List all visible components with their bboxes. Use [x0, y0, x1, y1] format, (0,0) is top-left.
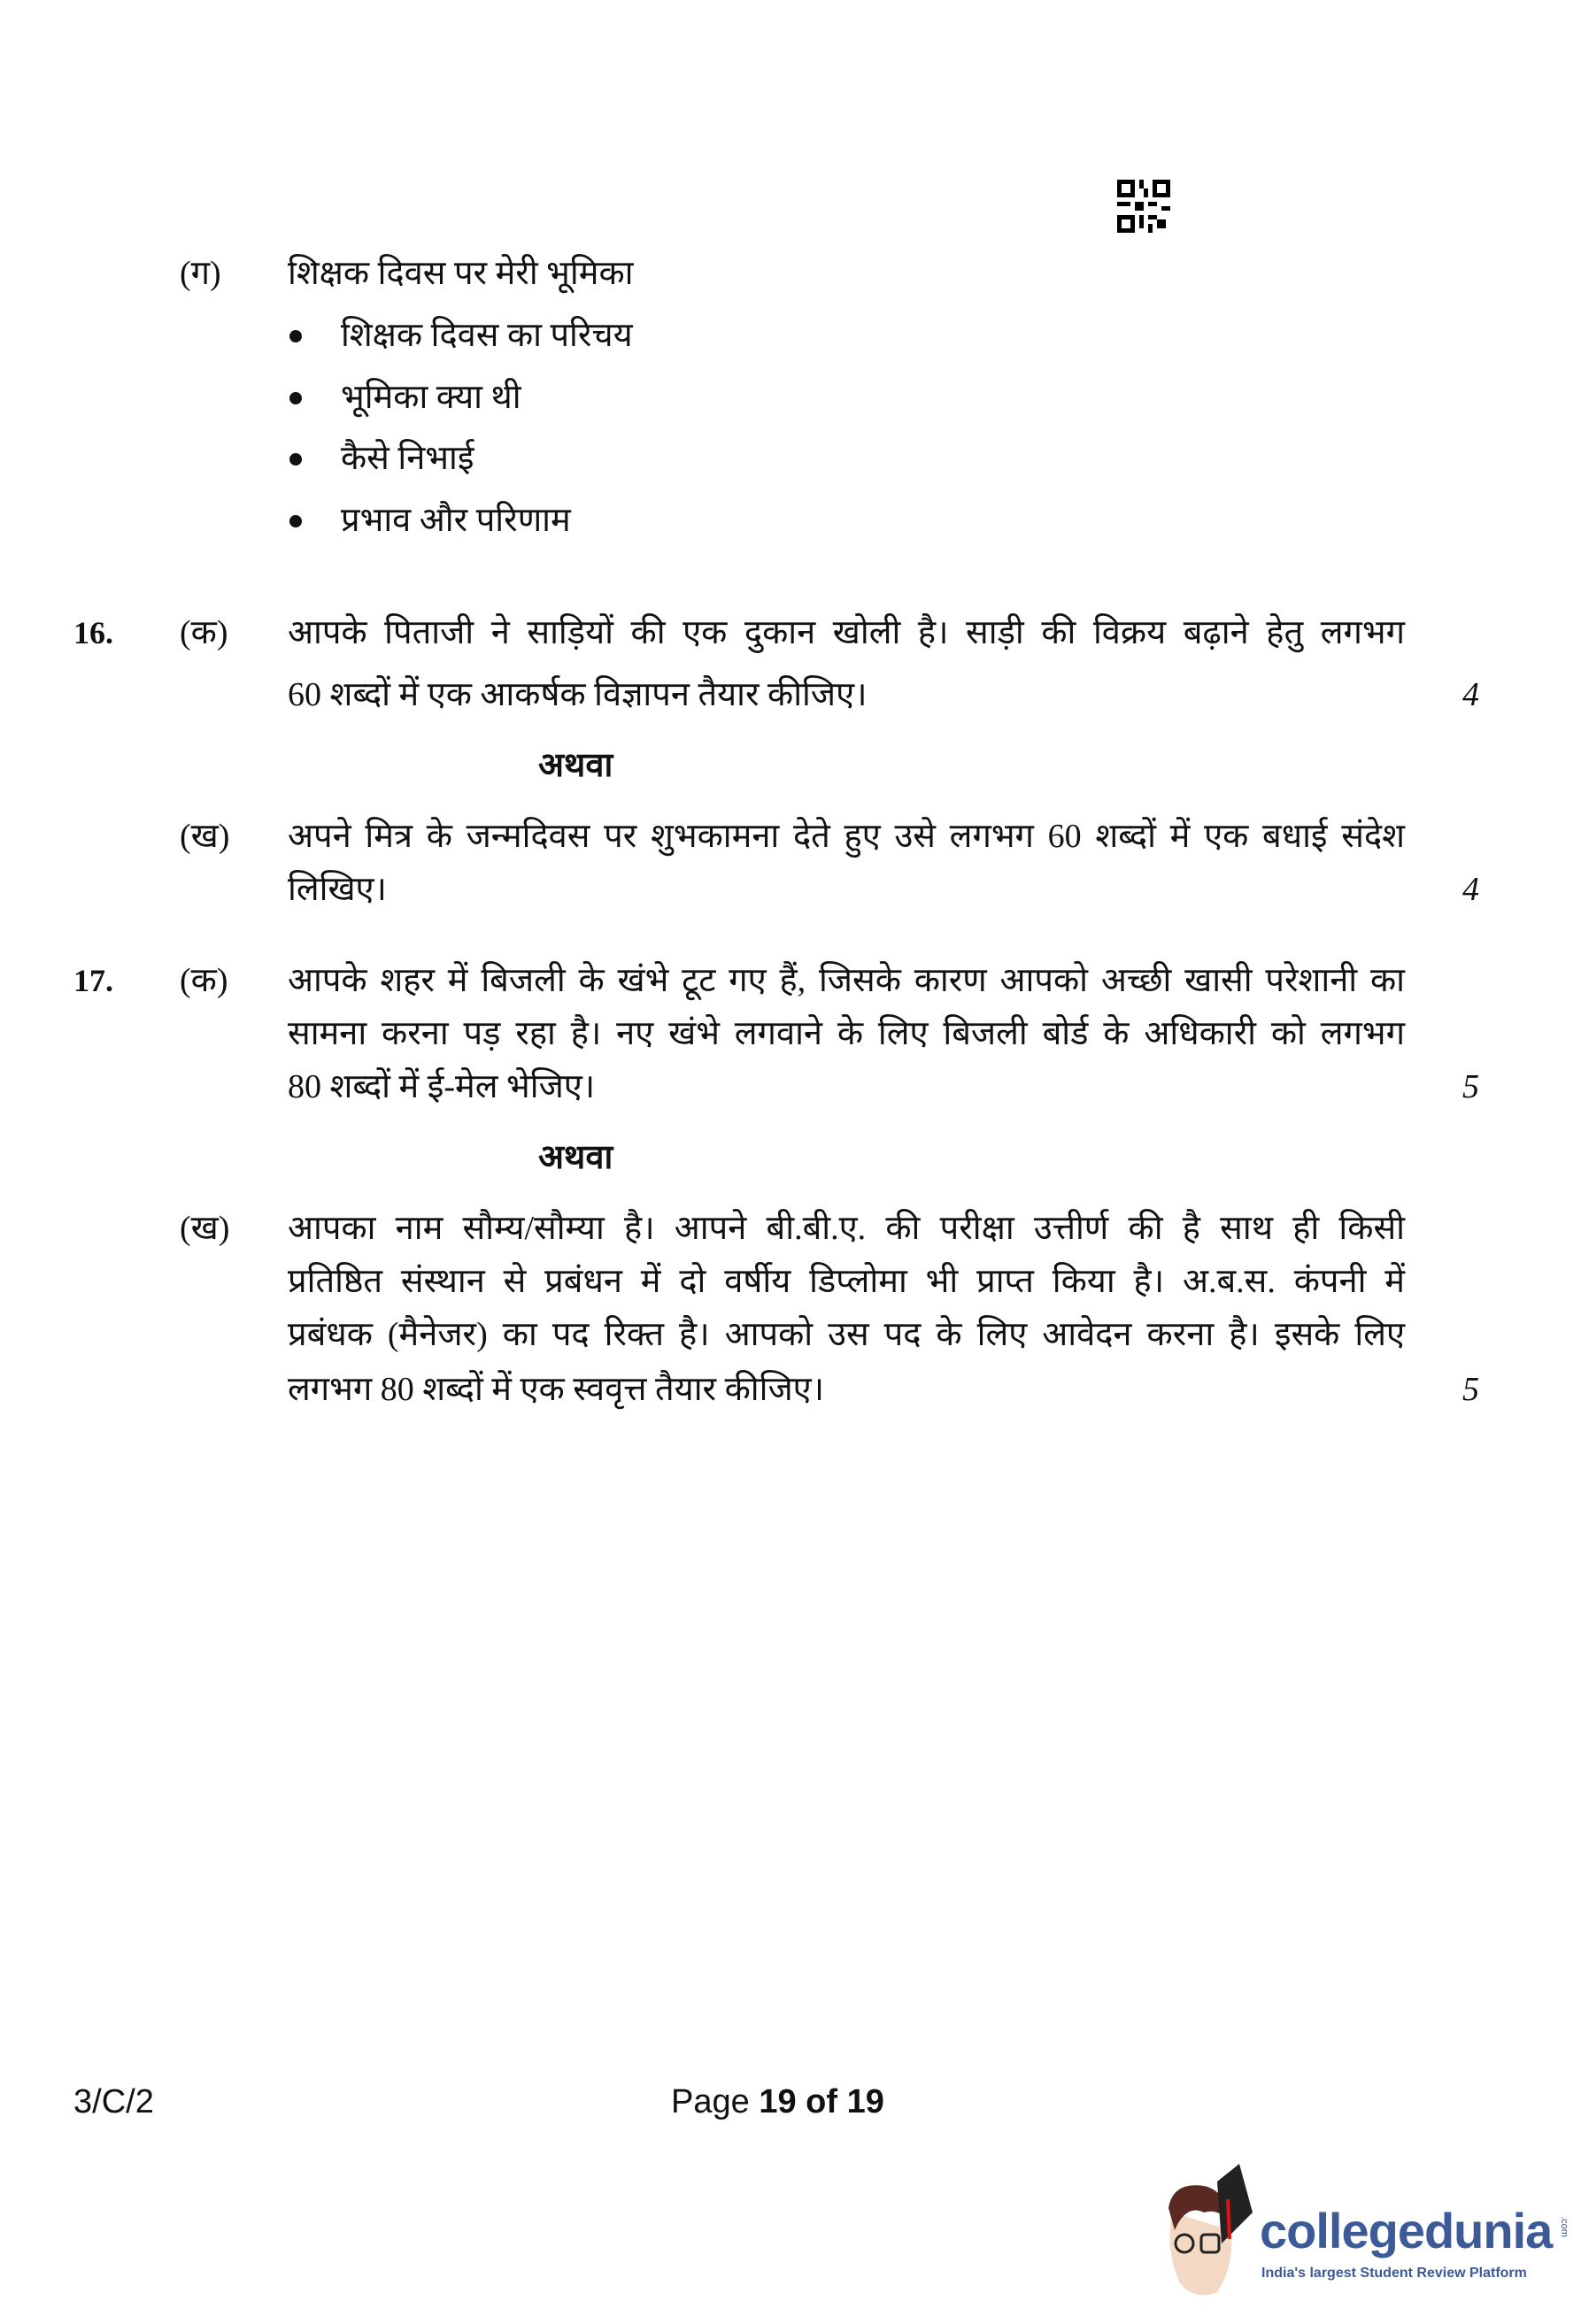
question-text: प्रबंधक (मैनेजर) का पद रिक्त है। आपको उस पद के लिए आवेदन करना है। इसके लिए — [288, 1316, 1405, 1353]
sub-question-label: (ख) — [180, 818, 230, 855]
bullet-item: प्रभाव और परिणाम — [341, 502, 571, 539]
sub-question-label: (क) — [180, 962, 228, 999]
or-divider: अथवा — [538, 1139, 613, 1176]
question-number: 17. — [73, 963, 113, 998]
question-text: प्रतिष्ठित संस्थान से प्रबंधन में दो वर्षीय डिप्लोमा भी प्राप्त किया है। अ.ब.स. कंपनी में — [288, 1263, 1405, 1300]
bullet-icon — [289, 330, 302, 342]
marks: 5 — [1462, 1068, 1479, 1105]
page-of: of — [806, 2083, 838, 2120]
question-text: आपके पिताजी ने साड़ियों की एक दुकान खोली है। साड़ी की विक्रय बढ़ाने हेतु लगभग — [288, 614, 1405, 651]
question-text: आपके शहर में बिजली के खंभे टूट गए हैं, जिसके कारण आपको अच्छी खासी परेशानी का — [288, 962, 1405, 999]
bullet-item: शिक्षक दिवस का परिचय — [341, 317, 633, 354]
question-text: लिखिए। — [288, 871, 387, 908]
question-text: सामना करना पड़ रहा है। नए खंभे लगवाने के लिए बिजली बोर्ड के अधिकारी को लगभग — [288, 1015, 1405, 1052]
sub-question-label: (ख) — [180, 1210, 230, 1247]
qr-code — [1117, 180, 1170, 233]
marks: 5 — [1462, 1371, 1479, 1408]
bullet-item: भूमिका क्या थी — [341, 379, 521, 416]
page-current: 19 — [759, 2083, 797, 2120]
paper-code: 3/C/2 — [73, 2083, 154, 2120]
question-text: 80 शब्दों में ई-मेल भेजिए। — [288, 1068, 596, 1105]
question-text: लगभग 80 शब्दों में एक स्ववृत्त तैयार कीजिए। — [288, 1371, 825, 1408]
or-divider: अथवा — [538, 747, 613, 784]
brand-name: collegedunia — [1260, 2203, 1553, 2259]
brand-tagline: India's largest Student Review Platform — [1261, 2266, 1527, 2281]
bullet-item: कैसे निभाई — [341, 440, 474, 477]
bullet-icon — [289, 453, 302, 466]
page-prefix: Page — [671, 2083, 750, 2120]
brand-domain: .com — [1558, 2216, 1569, 2237]
topic-title: शिक्षक दिवस पर मेरी भूमिका — [288, 255, 634, 292]
question-text: 60 शब्दों में एक आकर्षक विज्ञापन तैयार कीजिए। — [288, 676, 868, 713]
bullet-icon — [289, 515, 302, 527]
mascot-icon — [1155, 2159, 1253, 2301]
page-number — [671, 2083, 884, 2121]
bullet-icon — [289, 392, 302, 404]
question-text: अपने मित्र के जन्मदिवस पर शुभकामना देते हुए उसे लगभग 60 शब्दों में एक बधाई संदेश — [288, 818, 1405, 855]
sub-question-label: (क) — [180, 614, 228, 651]
question-text: आपका नाम सौम्य/सौम्या है। आपने बी.बी.ए. की परीक्षा उत्तीर्ण की है साथ ही किसी — [288, 1210, 1405, 1247]
page-total: 19 — [846, 2083, 884, 2120]
marks: 4 — [1462, 871, 1479, 908]
sub-question-label: (ग) — [180, 255, 221, 292]
collegedunia-logo — [1155, 2159, 1571, 2301]
question-number: 16. — [73, 615, 113, 650]
marks: 4 — [1462, 676, 1479, 713]
